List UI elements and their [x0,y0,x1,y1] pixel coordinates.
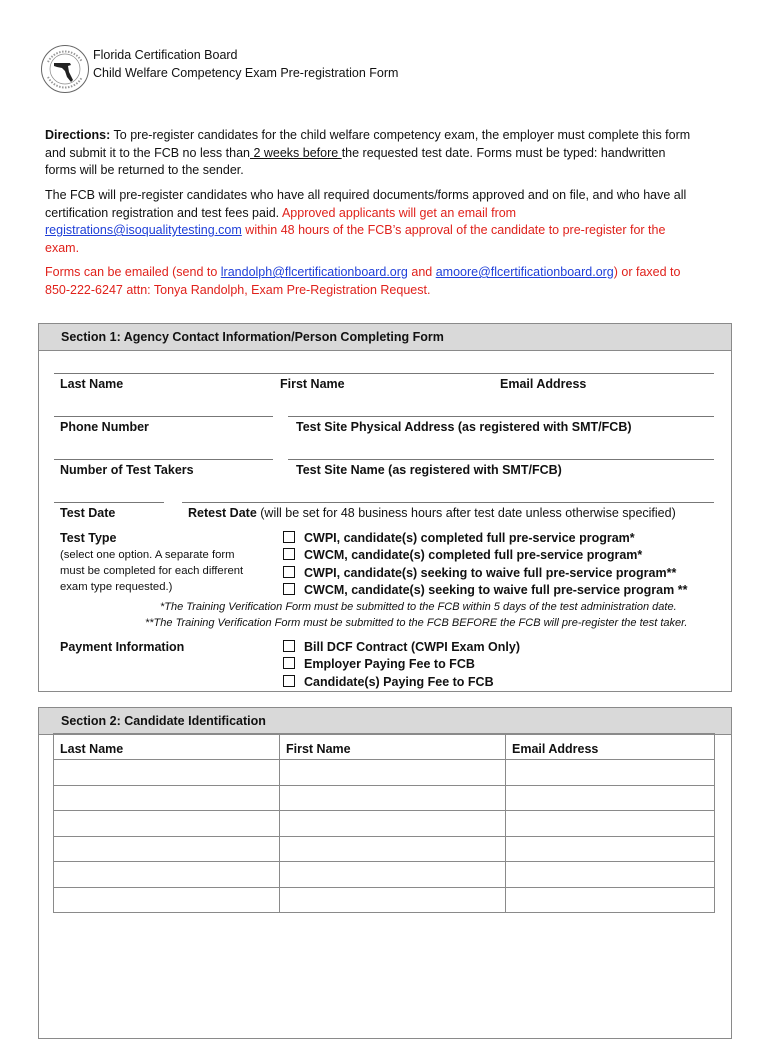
table-row[interactable] [54,887,715,913]
payment-information-label: Payment Information [60,640,185,654]
email-cell[interactable] [506,811,715,837]
first-name-cell[interactable] [280,760,506,786]
option-label: Candidate(s) Paying Fee to FCB [304,675,494,689]
site-name-input-line[interactable] [182,502,714,503]
footnote-2: **The Training Verification Form must be submitted to the FCB BEFORE the FCB will pre-register the test taker. [145,617,688,629]
first-name-cell[interactable] [280,811,506,837]
retest-date-label: Retest Date [188,506,257,520]
first-email-input-line[interactable] [288,416,714,417]
directions-label: Directions: [45,128,111,142]
email-cell[interactable] [506,785,715,811]
submission-text-a: Forms can be emailed (send to [45,265,221,279]
fcb-seal-logo [40,44,90,94]
checkbox-icon[interactable] [283,640,295,652]
checkbox-icon[interactable] [283,566,295,578]
form-title: Child Welfare Competency Exam Pre-registration Form [93,66,399,80]
amoore-email-link[interactable]: amoore@flcertificationboard.org [435,265,614,279]
email-cell[interactable] [506,836,715,862]
option-label: CWPI, candidate(s) completed full pre-service program* [304,531,635,545]
option-label: Employer Paying Fee to FCB [304,657,475,671]
checkbox-icon[interactable] [283,657,295,669]
first-name-cell[interactable] [280,836,506,862]
last-name-cell[interactable] [54,785,280,811]
test-type-option-cwpi-waive[interactable] [283,566,676,580]
retest-date-note: (will be set for 48 business hours after test date unless otherwise specified) [256,506,676,520]
retest-date-text [188,506,676,520]
checkbox-icon[interactable] [283,675,295,687]
num-takers-input-line[interactable] [54,502,164,503]
registrations-email-link[interactable]: registrations@isoqualitytesting.com [45,223,242,237]
prereg-red-text-b: within 48 hours of the FCB’s approval of the candidate to pre-register for the exam. [45,223,666,255]
section1-title: Section 1: Agency Contact Information/Person Completing Form [39,324,731,351]
last-name-cell[interactable] [54,836,280,862]
option-label: CWCM, candidate(s) completed full pre-service program* [304,548,643,562]
contact-last-name-label: Last Name [60,377,124,391]
last-name-cell[interactable] [54,760,280,786]
prereg-red-text-a: Approved applicants will get an email from [281,205,517,220]
table-row[interactable] [54,760,715,786]
directions-text-a: To pre-register candidates for the child welfare competency exam, the employer must complete this form and submit it to the FCB no less than [45,128,691,160]
first-name-cell[interactable] [280,862,506,888]
prereg-text: The FCB will pre-register candidates who have all required documents/forms approved and on file, and who have all certification registration and test fees paid. [45,188,687,220]
submission-text-b: ) or faxed to 850-222-6247 attn: Tonya Randolph, Exam Pre-Registration Request. [45,265,681,297]
checkbox-icon[interactable] [283,531,295,543]
test-type-note-2: must be completed for each different [60,565,244,577]
submission-and: and [407,265,436,279]
checkbox-icon[interactable] [283,583,295,595]
num-test-takers-label: Number of Test Takers [60,463,194,477]
contact-email-label: Email Address [500,377,587,391]
table-row[interactable] [54,862,715,888]
table-row[interactable] [54,785,715,811]
first-name-cell[interactable] [280,887,506,913]
org-name: Florida Certification Board [93,48,238,62]
test-type-label: Test Type [60,531,117,545]
payment-option-bill-dcf[interactable] [283,640,520,654]
checkbox-icon[interactable] [283,548,295,560]
test-type-note-3: exam type requested.) [60,581,173,593]
directions-text-b: the requested test date. Forms must be typed: handwritten forms will be returned to the sender. [45,145,666,177]
email-cell[interactable] [506,862,715,888]
payment-option-candidate[interactable] [283,675,494,689]
test-site-address-label: Test Site Physical Address (as registered with SMT/FCB) [296,420,632,434]
last-name-cell[interactable] [54,862,280,888]
col-first-name: First Name [280,734,506,760]
phone-input-line[interactable] [54,459,273,460]
test-type-option-cwpi-completed[interactable] [283,531,635,545]
option-label: Bill DCF Contract (CWPI Exam Only) [304,640,520,654]
test-type-option-cwcm-completed[interactable] [283,548,642,562]
preregistration-paragraph [45,187,695,257]
phone-number-label: Phone Number [60,420,149,434]
last-name-cell[interactable] [54,811,280,837]
email-cell[interactable] [506,887,715,913]
table-row[interactable] [54,811,715,837]
col-email-address: Email Address [506,734,715,760]
section2-title: Section 2: Candidate Identification [39,708,731,735]
test-date-label: Test Date [60,506,116,520]
submission-paragraph [45,264,695,299]
test-site-name-label: Test Site Name (as registered with SMT/FCB) [296,463,562,477]
directions-deadline: 2 weeks before [249,145,342,160]
first-name-cell[interactable] [280,785,506,811]
col-last-name: Last Name [54,734,280,760]
address-input-line[interactable] [288,459,714,460]
footnote-1: *The Training Verification Form must be submitted to the FCB within 5 days of the test administration date. [160,601,677,613]
option-label: CWCM, candidate(s) seeking to waive full pre-service program ** [304,583,688,597]
lrandolph-email-link[interactable]: lrandolph@flcertificationboard.org [220,265,408,279]
s1-top-rule [54,373,714,374]
name-input-line[interactable] [54,416,273,417]
payment-option-employer[interactable] [283,657,475,671]
option-label: CWPI, candidate(s) seeking to waive full pre-service program** [304,566,677,580]
test-type-note-1: (select one option. A separate form [60,549,235,561]
contact-first-name-label: First Name [280,377,345,391]
candidate-table-header [54,734,715,760]
candidate-table [53,733,715,913]
email-cell[interactable] [506,760,715,786]
table-row[interactable] [54,836,715,862]
test-type-option-cwcm-waive[interactable] [283,583,687,597]
last-name-cell[interactable] [54,887,280,913]
directions-paragraph [45,127,695,180]
